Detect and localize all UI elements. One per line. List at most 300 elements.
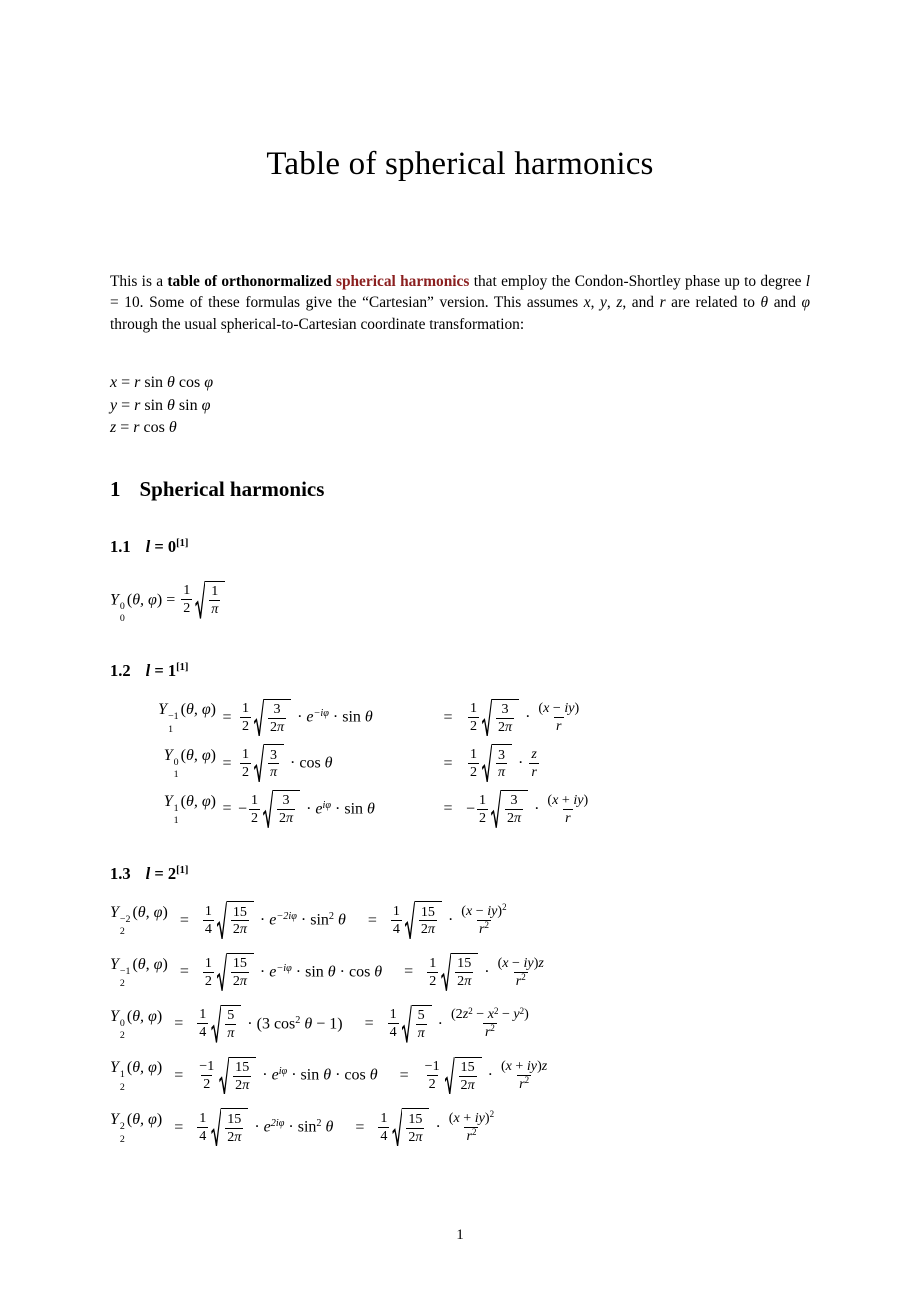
math-token: iy	[564, 700, 575, 717]
math-token	[120, 966, 131, 991]
math-token: x	[552, 791, 559, 808]
math-token	[229, 1057, 256, 1095]
math-token: sin	[140, 373, 168, 391]
math-token: −	[498, 1006, 514, 1023]
math-token: e	[263, 1118, 271, 1136]
math-token: (	[448, 1110, 454, 1127]
radical-sign	[219, 1057, 229, 1095]
math-token	[314, 708, 329, 719]
math-token	[203, 955, 214, 972]
math-token: cos	[139, 419, 169, 437]
equation-cartesian-form	[389, 902, 511, 940]
math-token: θ	[374, 963, 383, 981]
equation-cartesian-form	[421, 1057, 552, 1095]
math-token: r	[519, 1076, 525, 1093]
math-token	[445, 1057, 482, 1095]
math-token: ·	[293, 708, 307, 726]
math-token: θ	[325, 1118, 334, 1136]
math-token	[225, 1024, 236, 1042]
math-token: ·	[480, 963, 494, 981]
math-token: +	[459, 1110, 475, 1127]
subsection-heading-l2	[110, 863, 810, 884]
math-token: · cos	[335, 963, 375, 981]
equation-lhs	[158, 700, 216, 736]
section-number: 1	[110, 477, 121, 502]
math-token: θ	[323, 1067, 332, 1084]
math-token: −1	[199, 1058, 215, 1075]
math-token: 2	[428, 1076, 436, 1093]
subsection-title-math	[146, 863, 189, 884]
math-token	[499, 1058, 549, 1093]
subsection-title-math	[146, 536, 189, 557]
math-token: 2	[242, 718, 250, 734]
math-token	[227, 901, 254, 939]
math-token	[276, 963, 291, 974]
math-token: 2	[493, 1005, 499, 1016]
math-token: ) =	[156, 591, 180, 609]
math-token: 0	[119, 613, 125, 625]
math-token: (	[126, 1007, 133, 1025]
math-token: )	[162, 955, 168, 973]
math-token: θ	[324, 754, 333, 772]
math-token: 0	[119, 601, 125, 613]
math-token	[482, 699, 519, 737]
intro-text-segment: and	[768, 294, 802, 312]
math-token: 15	[232, 903, 247, 920]
math-token	[240, 717, 251, 735]
math-token	[120, 966, 131, 978]
math-token	[505, 792, 523, 827]
equation-cartesian-form	[386, 1006, 533, 1044]
math-token: π	[242, 1076, 250, 1093]
math-token: ·	[521, 708, 535, 726]
math-token: Y	[163, 792, 173, 810]
math-token	[419, 904, 437, 921]
math-token	[176, 662, 188, 673]
math-token: −2	[119, 914, 131, 926]
math-token: ·	[258, 1067, 272, 1084]
math-token	[378, 1110, 389, 1127]
intro-text-segment: r	[659, 294, 666, 312]
math-token: x	[453, 1110, 460, 1127]
math-token: Y	[110, 1007, 119, 1025]
math-token	[120, 1018, 125, 1043]
math-token: 3	[269, 746, 277, 763]
math-token	[231, 955, 249, 972]
math-token: · (3 cos	[243, 1015, 296, 1033]
math-token: ·	[255, 963, 270, 981]
math-token: 4	[380, 1127, 388, 1144]
intro-text-segment: = 10. Some of these formulas give the “Cartesian” version. This assumes	[110, 294, 584, 312]
math-token: 2	[502, 901, 507, 912]
math-token: e	[271, 1067, 279, 1084]
math-token	[468, 700, 479, 717]
math-token	[120, 1030, 125, 1042]
math-token	[496, 718, 514, 736]
math-token	[197, 1110, 208, 1145]
math-token	[120, 914, 131, 926]
math-token: cos	[174, 373, 205, 391]
math-token: θ	[327, 963, 336, 981]
intro-text-segment: θ	[760, 294, 769, 312]
math-token: 2	[204, 972, 212, 989]
math-token: (	[538, 700, 544, 717]
math-token: )	[162, 904, 168, 922]
math-token: π	[505, 718, 513, 735]
math-token	[468, 700, 479, 735]
math-token	[316, 1118, 321, 1129]
math-token	[205, 581, 225, 619]
radical-sign	[482, 744, 492, 782]
math-token: (	[180, 792, 186, 810]
math-token	[419, 920, 437, 938]
math-token	[233, 1076, 251, 1094]
equals-sign: =	[179, 911, 189, 929]
math-token: −1	[424, 1058, 440, 1075]
math-token: 1	[429, 954, 437, 971]
math-token	[455, 1057, 482, 1095]
math-token: 2	[460, 1076, 468, 1093]
intro-text-segment: This is a	[110, 273, 168, 290]
math-token	[545, 792, 590, 827]
math-token: (	[461, 902, 466, 919]
math-token: 2	[479, 809, 487, 826]
math-token	[295, 1015, 300, 1026]
math-token	[174, 757, 179, 782]
intro-text-segment: ,	[606, 294, 617, 312]
math-token: y	[110, 396, 118, 414]
equals-sign: =	[443, 708, 453, 726]
math-token	[203, 920, 214, 938]
math-token: π	[211, 600, 219, 617]
math-token	[447, 1110, 496, 1127]
intro-text-segment: ,	[590, 294, 601, 312]
equation-polar-form	[195, 1057, 377, 1095]
math-token: 4	[199, 1127, 207, 1144]
math-token: 0	[119, 1017, 125, 1029]
equation-polar-form	[238, 745, 430, 783]
math-token	[120, 926, 125, 938]
math-token: −	[508, 954, 524, 971]
math-token	[233, 1059, 251, 1094]
math-token: r	[531, 763, 537, 780]
math-token	[509, 792, 520, 809]
math-token: 0	[173, 757, 179, 769]
math-token	[525, 1075, 530, 1085]
equals-sign: =	[179, 963, 189, 981]
math-token	[276, 911, 297, 922]
equals-sign: =	[174, 1015, 184, 1033]
math-token: 2	[119, 1030, 125, 1042]
math-token	[427, 1075, 438, 1093]
math-token	[482, 744, 512, 782]
math-token	[268, 718, 286, 736]
math-token	[240, 746, 251, 763]
math-token	[490, 1109, 495, 1119]
math-token: 2	[119, 978, 125, 990]
math-token: 2	[471, 1126, 477, 1137]
math-token: Y	[110, 904, 119, 922]
math-token	[477, 920, 491, 938]
math-token	[211, 1005, 241, 1043]
subsection-heading-l0	[110, 536, 810, 557]
math-token	[459, 1059, 477, 1076]
math-token: (	[180, 747, 186, 765]
math-token	[455, 972, 473, 990]
math-token	[225, 1007, 236, 1042]
math-token	[219, 1057, 256, 1095]
math-token: 2	[316, 1118, 322, 1130]
math-token: l	[145, 863, 151, 883]
math-token: 3	[282, 792, 290, 809]
section-heading-spherical-harmonics	[110, 477, 810, 502]
math-token	[168, 711, 179, 723]
math-token	[505, 809, 523, 827]
math-token: y	[513, 1006, 520, 1023]
math-token: +	[558, 791, 574, 808]
math-token: e	[315, 800, 323, 818]
math-token	[174, 815, 179, 827]
equation-lhs	[164, 792, 216, 828]
math-token	[391, 903, 402, 920]
math-token	[225, 1111, 243, 1146]
math-token: θ, φ	[137, 904, 163, 922]
math-token	[455, 955, 473, 972]
equation-lhs	[110, 1110, 162, 1146]
math-token: −iφ	[313, 708, 329, 720]
math-token	[496, 763, 507, 781]
math-token	[416, 1007, 427, 1024]
math-token	[174, 803, 179, 828]
math-token	[221, 1005, 241, 1043]
math-token: 5	[417, 1007, 425, 1024]
radical-sign	[211, 1108, 221, 1146]
math-token: 2	[457, 973, 465, 990]
math-token: r	[556, 718, 562, 734]
math-token: − 1)	[312, 1015, 343, 1033]
math-token: −2iφ	[276, 911, 297, 923]
math-token: iy	[573, 791, 584, 808]
math-token	[520, 1006, 525, 1016]
math-token	[494, 1006, 499, 1016]
math-token: −iφ	[276, 962, 292, 974]
math-token	[174, 757, 179, 769]
math-token	[273, 790, 300, 828]
math-token: π	[277, 718, 285, 735]
math-token: π	[415, 1128, 423, 1145]
math-token	[120, 978, 125, 990]
math-token: π	[417, 1025, 425, 1042]
math-token	[225, 1007, 236, 1024]
math-token: 2	[484, 919, 489, 930]
math-token: θ, φ	[185, 747, 211, 765]
math-token: 2	[232, 921, 240, 938]
equation-polar-form	[195, 1006, 342, 1044]
math-token: · cos	[331, 1067, 370, 1084]
radical-sign	[491, 790, 501, 828]
math-token: φ	[201, 396, 211, 414]
equation-row	[116, 699, 810, 737]
math-token: 2iφ	[270, 1118, 285, 1130]
radical-sign	[482, 699, 492, 737]
math-token: (	[132, 955, 138, 973]
math-token	[176, 865, 188, 876]
math-token: 1	[380, 1110, 388, 1127]
math-token	[227, 953, 254, 991]
math-token	[268, 747, 279, 782]
math-token: ·	[302, 800, 316, 818]
math-token: 1	[173, 815, 179, 827]
math-token	[221, 1108, 248, 1146]
math-token: Y	[158, 701, 168, 719]
math-token	[197, 1058, 216, 1075]
math-token: Y	[110, 955, 119, 973]
math-token: 2	[119, 926, 125, 938]
math-token: 2	[468, 1005, 473, 1016]
math-token	[412, 1005, 432, 1043]
math-token: (	[500, 1058, 506, 1075]
math-token: = 2	[150, 863, 177, 883]
equation-row	[110, 902, 810, 940]
math-token: Y	[110, 1059, 119, 1077]
math-token	[249, 792, 260, 809]
math-token: = 1	[150, 660, 177, 680]
math-token: Y	[163, 747, 173, 765]
math-token	[277, 809, 295, 827]
radical-sign	[195, 581, 205, 619]
math-token	[464, 1127, 478, 1145]
equals-sign: =	[404, 963, 414, 981]
math-token: θ	[168, 419, 177, 437]
radical-sign	[217, 953, 227, 991]
math-token: 2	[408, 1128, 416, 1145]
math-token	[181, 582, 192, 599]
math-token	[416, 1024, 427, 1042]
math-token: ·	[530, 800, 544, 818]
math-token: z	[110, 419, 117, 437]
math-token	[388, 1023, 399, 1041]
math-token	[449, 1006, 531, 1023]
math-token	[501, 790, 528, 828]
equation-row	[116, 791, 810, 829]
math-token: 3	[273, 700, 281, 717]
equals-sign: =	[443, 800, 453, 818]
math-token: r	[466, 1127, 472, 1144]
math-token: )	[156, 1059, 163, 1077]
math-token: )	[533, 954, 539, 971]
math-token: x	[505, 1058, 512, 1075]
math-token: )	[574, 700, 580, 717]
math-token	[499, 1058, 549, 1075]
math-token: · sin	[331, 800, 368, 818]
radical-sign	[254, 744, 264, 782]
math-token	[254, 699, 291, 737]
equation-row	[116, 745, 810, 783]
equation-y	[110, 396, 810, 417]
math-token: 1	[251, 791, 259, 808]
math-token: [1]	[176, 538, 189, 550]
math-token	[281, 792, 292, 809]
math-token	[388, 1006, 399, 1041]
math-token: 2	[489, 1109, 495, 1120]
equals-sign: =	[222, 800, 232, 818]
math-token	[249, 792, 260, 827]
math-token: iy	[523, 954, 534, 971]
math-token	[181, 599, 192, 617]
math-token	[521, 972, 526, 982]
math-token	[477, 792, 488, 809]
math-token	[406, 1111, 424, 1128]
math-token: θ	[167, 373, 175, 391]
equation-polar-form	[238, 791, 430, 829]
equals-sign: =	[364, 1015, 374, 1033]
math-token	[447, 1110, 496, 1145]
math-token	[271, 1118, 285, 1129]
math-token	[168, 711, 179, 736]
equation-cartesian-form	[376, 1109, 498, 1147]
math-token: 1	[479, 791, 487, 808]
math-token	[391, 920, 402, 938]
math-token: π	[239, 973, 247, 990]
intro-paragraph	[110, 271, 810, 335]
math-token	[391, 903, 402, 938]
math-token: 2	[521, 971, 526, 982]
math-token: ·	[250, 1118, 264, 1136]
math-token: · sin	[291, 963, 328, 981]
math-token: 1	[183, 582, 191, 599]
math-token	[209, 600, 220, 618]
math-token: 2	[235, 1076, 243, 1093]
math-token	[233, 1059, 251, 1076]
math-token: )	[583, 791, 589, 808]
math-token: 1	[199, 1110, 207, 1127]
math-token	[168, 724, 173, 736]
math-token: 4	[199, 1024, 207, 1041]
math-token: θ, φ	[132, 1111, 157, 1129]
spherical-harmonics-link[interactable]: spherical harmonics	[335, 273, 470, 290]
math-token: +	[511, 1058, 527, 1075]
math-token	[427, 955, 438, 972]
equals-sign: =	[174, 1118, 184, 1136]
math-token: (	[126, 1111, 133, 1129]
subsection-number: 1.2	[110, 660, 131, 680]
math-token	[209, 583, 220, 600]
math-token	[468, 746, 479, 781]
math-token	[514, 972, 528, 990]
equation-cartesian-form	[466, 791, 810, 829]
math-token: θ	[338, 911, 346, 929]
math-token: ·	[255, 911, 270, 929]
math-token	[406, 1111, 424, 1146]
math-token	[176, 538, 188, 549]
math-token	[492, 699, 519, 737]
equation-lhs	[110, 955, 168, 991]
math-token: x	[466, 902, 473, 919]
math-token: Y	[110, 1111, 119, 1129]
equation-row	[110, 1109, 810, 1147]
math-token	[197, 1127, 208, 1145]
math-token: z	[541, 1058, 548, 1075]
math-token	[174, 769, 179, 781]
math-token	[423, 1058, 442, 1093]
intro-text-segment: table of orthonormalized	[167, 273, 336, 290]
math-token: θ	[304, 1015, 313, 1033]
math-token: · cos	[286, 754, 325, 772]
math-token	[402, 1108, 429, 1146]
math-token: z	[462, 1006, 469, 1023]
math-token: ·	[483, 1067, 497, 1084]
math-token	[491, 790, 528, 828]
